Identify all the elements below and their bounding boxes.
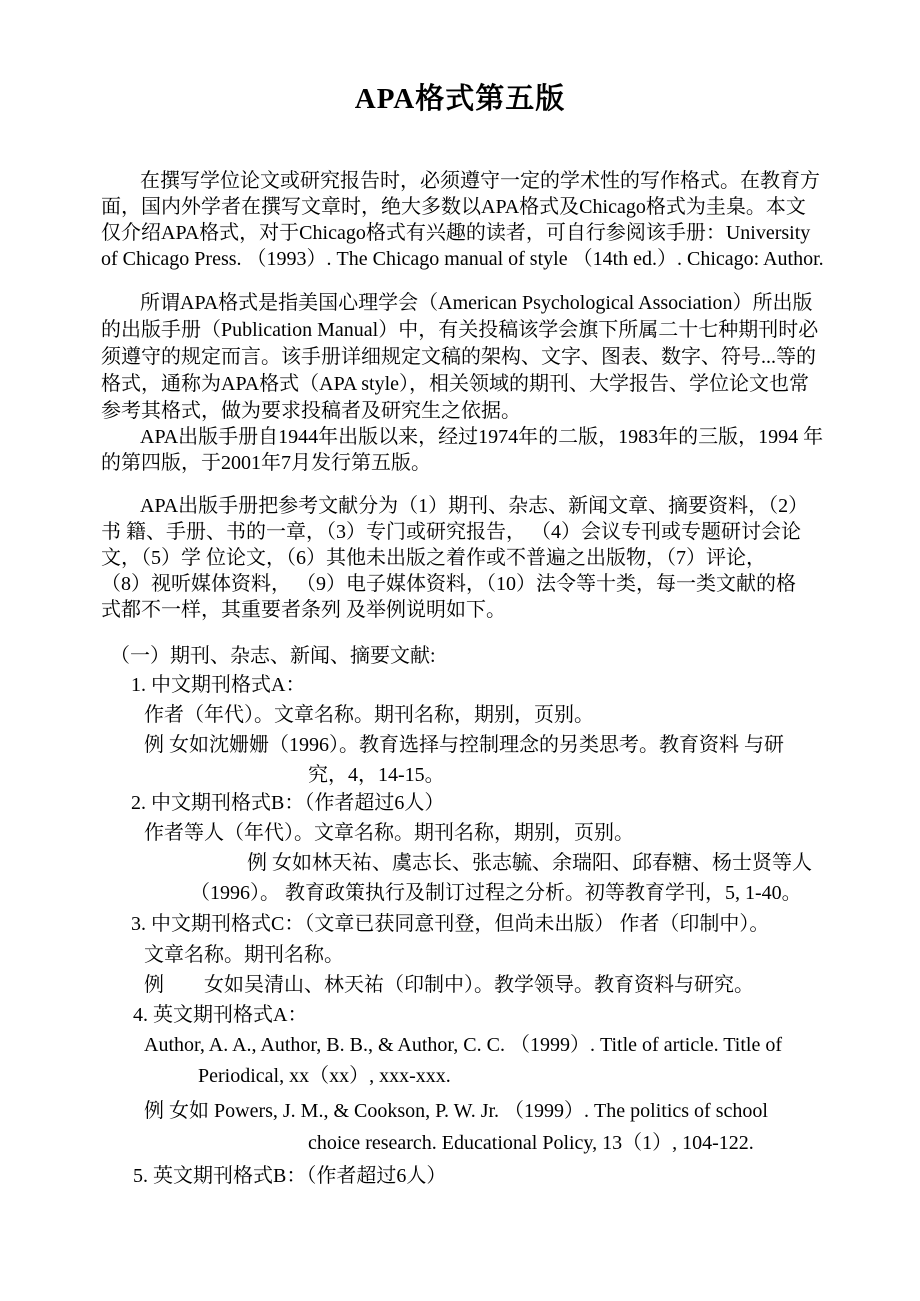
paragraph-line: 文，（5）学 位论文，（6）其他未出版之着作或不普遍之出版物，（7）评论，: [101, 547, 766, 569]
paragraph-line: APA出版手册自1944年出版以来，经过1974年的二版，1983年的三版，1994 年: [140, 426, 824, 448]
paragraph-line: 式都不一样，其重要者条列 及举例说明如下。: [101, 599, 506, 621]
paragraph-line: of Chicago Press. （1993）. The Chicago manual of style （14th ed.）. Chicago: Author.: [101, 248, 824, 270]
paragraph-line: （8）视听媒体资料， （9）电子媒体资料，（10）法令等十类，每一类文献的格: [101, 573, 796, 595]
list-item-line: 作者（年代）。文章名称。期刊名称，期别，页别。: [144, 704, 594, 726]
list-item-line: 5. 英文期刊格式B：（作者超过6人）: [133, 1165, 447, 1187]
list-item-line: 例 女如 Powers, J. M., & Cookson, P. W. Jr. （1999）. The politics of school: [144, 1100, 768, 1122]
paragraph-line: 书 籍、手册、书的一章，（3）专门或研究报告， （4）会议专刊或专题研讨会论: [101, 521, 801, 543]
section-heading: （一）期刊、杂志、新闻、摘要文献:: [110, 645, 436, 667]
list-item-line: 究，4，14-15。: [308, 764, 445, 786]
list-item-line: Author, A. A., Author, B. B., & Author, C. C. （1999）. Title of article. Title of: [144, 1034, 783, 1056]
paragraph-line: APA出版手册把参考文献分为（1）期刊、杂志、新闻文章、摘要资料，（2）: [140, 495, 809, 517]
paragraph-line: 的出版手册（Publication Manual）中，有关投稿该学会旗下所属二十七种期刊时必: [101, 319, 819, 341]
paragraph-line: 面，国内外学者在撰写文章时，绝大多数以APA格式及Chicago格式为圭臬。本文: [101, 196, 806, 218]
list-item-line: （1996）。 教育政策执行及制订过程之分析。初等教育学刊，5, 1-40。: [190, 882, 802, 904]
paragraph-line: 仅介绍APA格式，对于Chicago格式有兴趣的读者，可自行参阅该手册：University: [101, 222, 811, 244]
list-item-line: 例 女如林天祐、虞志长、张志毓、余瑞阳、邱春糖、杨士贤等人: [247, 852, 812, 874]
paragraph-line: 的第四版，于2001年7月发行第五版。: [101, 452, 431, 474]
paragraph-line: 在撰写学位论文或研究报告时，必须遵守一定的学术性的写作格式。在教育方: [140, 170, 820, 192]
paragraph-line: 格式，通称为APA格式（APA style），相关领域的期刊、大学报告、学位论文也常: [101, 373, 810, 395]
paragraph-line: 所谓APA格式是指美国心理学会（American Psychological Association）所出版: [140, 292, 813, 314]
list-item-line: 1. 中文期刊格式A：: [131, 674, 306, 696]
paragraph-line: 须遵守的规定而言。该手册详细规定文稿的架构、文字、图表、数字、符号...等的: [101, 346, 816, 368]
list-item-line: 文章名称。期刊名称。: [144, 944, 344, 966]
list-item-line: 例 女如沈姗姗（1996）。教育选择与控制理念的另类思考。教育资料 与研: [144, 734, 784, 756]
list-item-line: Periodical, xx（xx）, xxx-xxx.: [198, 1065, 451, 1087]
paragraph-line: 参考其格式，做为要求投稿者及研究生之依据。: [101, 400, 521, 422]
list-item-line: 例 女如吴清山、林天祐（印制中）。教学领导。教育资料与研究。: [144, 974, 754, 996]
page-title: APA格式第五版: [354, 83, 566, 115]
list-item-line: 2. 中文期刊格式B：（作者超过6人）: [131, 792, 445, 814]
list-item-line: 4. 英文期刊格式A：: [133, 1004, 308, 1026]
list-item-line: choice research. Educational Policy, 13（1）, 104-122.: [308, 1132, 754, 1154]
list-item-line: 3. 中文期刊格式C：（文章已获同意刊登，但尚未出版） 作者（印制中）。: [131, 913, 770, 935]
list-item-line: 作者等人（年代）。文章名称。期刊名称，期别，页别。: [144, 822, 634, 844]
